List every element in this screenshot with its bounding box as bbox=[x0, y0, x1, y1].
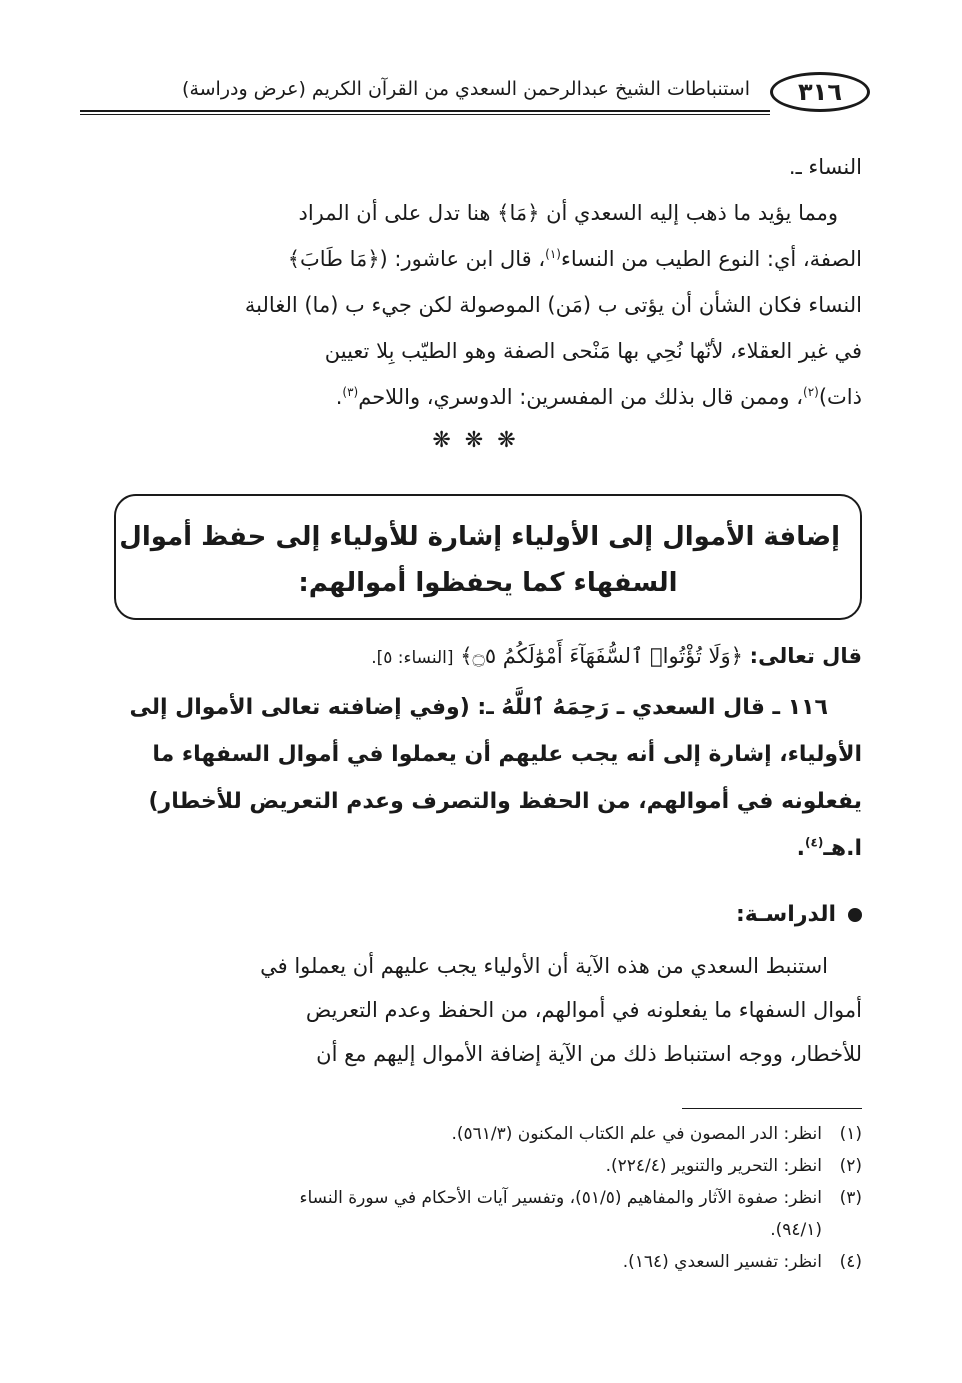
text-line bbox=[102, 374, 862, 420]
intro-paragraph bbox=[102, 144, 862, 420]
verse-text: ﴿وَلَا تُؤْتُوا۟ ٱلسُّفَهَآءَ أَمْوَٰلَكُمُ ۝٥﴾ bbox=[460, 644, 743, 668]
footnote-ref: (٢) bbox=[803, 385, 819, 399]
footnote bbox=[102, 1182, 862, 1214]
footnote-text: انظر: الدر المصون في علم الكتاب المكنون (٥٦١/٣). bbox=[451, 1124, 822, 1144]
footnote-number: (٣) bbox=[839, 1188, 862, 1208]
text-line bbox=[102, 825, 862, 872]
text-line: أموال السفهاء ما يفعلونه في أموالهم، من الحفظ وعدم التعريض bbox=[305, 998, 862, 1022]
running-title: استنباطات الشيخ عبدالرحمن السعدي من القرآن الكريم (عرض ودراسة) bbox=[182, 78, 750, 100]
footnote-ref: (٤) bbox=[805, 835, 824, 850]
footnote bbox=[102, 1118, 862, 1150]
page-number-badge: ٣١٦ bbox=[770, 72, 870, 112]
text-line: ومما يؤيد ما ذهب إليه السعدي أن ﴿مَا﴾ هنا تدل على أن المراد bbox=[298, 201, 838, 225]
page-header bbox=[80, 66, 870, 122]
footnote-continuation: (٩٤/١). bbox=[770, 1220, 822, 1240]
section-heading-line: إضافة الأموال إلى الأولياء إشارة للأولياء إلى حفظ أموال bbox=[119, 522, 840, 552]
text-line: للأخطار، ووجه استنباط ذلك من الآية إضافة الأموال إليهم مع أن bbox=[316, 1042, 862, 1066]
section-heading-box bbox=[114, 494, 862, 620]
section-heading-line: السفهاء كما يحفظوا أموالهم: bbox=[298, 568, 678, 598]
quran-verse bbox=[102, 636, 862, 678]
study-heading bbox=[736, 902, 862, 927]
footnote-number: (٤) bbox=[839, 1252, 862, 1272]
text-segment: ذات) bbox=[818, 385, 862, 409]
section-separator: ❋❋❋ bbox=[432, 428, 530, 453]
footnote-text: انظر: صفوة الآثار والمفاهيم (٥١/٥)، وتفسير آيات الأحكام في سورة النساء bbox=[299, 1188, 822, 1208]
footnote-text: انظر: التحرير والتنوير (٢٢٤/٤). bbox=[605, 1156, 822, 1176]
footnote bbox=[102, 1150, 862, 1182]
footnote bbox=[102, 1246, 862, 1278]
bullet-icon bbox=[848, 908, 862, 922]
text-line: ١١٦ ـ قال السعدي ـ رَحِمَهُ ٱللَّهُ ـ: (وفي إضافته تعالى الأموال إلى bbox=[129, 695, 828, 720]
footnote-rule bbox=[682, 1108, 862, 1109]
text-segment: . bbox=[796, 836, 806, 861]
text-line: استنبط السعدي من هذه الآية أن الأولياء يجب عليهم أن يعملوا في bbox=[260, 954, 828, 978]
text-line bbox=[102, 236, 862, 282]
verse-intro: قال تعالى: bbox=[749, 644, 862, 668]
text-line: في غير العقلاء، لأنّها نُحِي بها مَنْحى الصفة وهو الطيّب بِلا تعيين bbox=[324, 339, 862, 363]
text-line: يفعلونه في أموالهم، من الحفظ والتصرف وعدم التعريض للأخطار) bbox=[148, 789, 862, 814]
text-line: النساء فكان الشأن أن يؤتى ب (مَن) الموصولة لكن جيء ب (ما) الغالبة bbox=[244, 293, 862, 317]
footnote-number: (١) bbox=[839, 1124, 862, 1144]
study-paragraph bbox=[102, 944, 862, 1076]
footnote-ref: (٣) bbox=[342, 385, 359, 399]
verse-reference: [النساء: ٥]. bbox=[371, 648, 454, 668]
text-segment: ، قال ابن عاشور: (﴿مَا طَابَ﴾ bbox=[287, 247, 546, 271]
footnotes bbox=[102, 1118, 862, 1278]
header-rule-thin bbox=[80, 114, 770, 115]
text-line: الأولياء، إشارة إلى أنه يجب عليهم أن يعملوا في أموال السفهاء ما bbox=[152, 742, 862, 767]
footnote-text: انظر: تفسير السعدي (١٦٤). bbox=[622, 1252, 822, 1272]
study-heading-label: الدراسـة: bbox=[735, 902, 836, 927]
text-segment: ، وممن قال بذلك من المفسرين: الدوسري، واللاحم bbox=[358, 385, 804, 409]
text-segment: الصفة، أي: النوع الطيب من النساء bbox=[560, 247, 862, 271]
text-segment: ا.هـ bbox=[823, 836, 862, 861]
footnote-number: (٢) bbox=[839, 1156, 862, 1176]
text-segment: . bbox=[335, 385, 343, 409]
header-rule bbox=[80, 110, 770, 112]
saadi-quote bbox=[102, 684, 862, 872]
text-line: النساء ـ. bbox=[788, 155, 862, 179]
footnote-ref: (١) bbox=[545, 247, 561, 261]
